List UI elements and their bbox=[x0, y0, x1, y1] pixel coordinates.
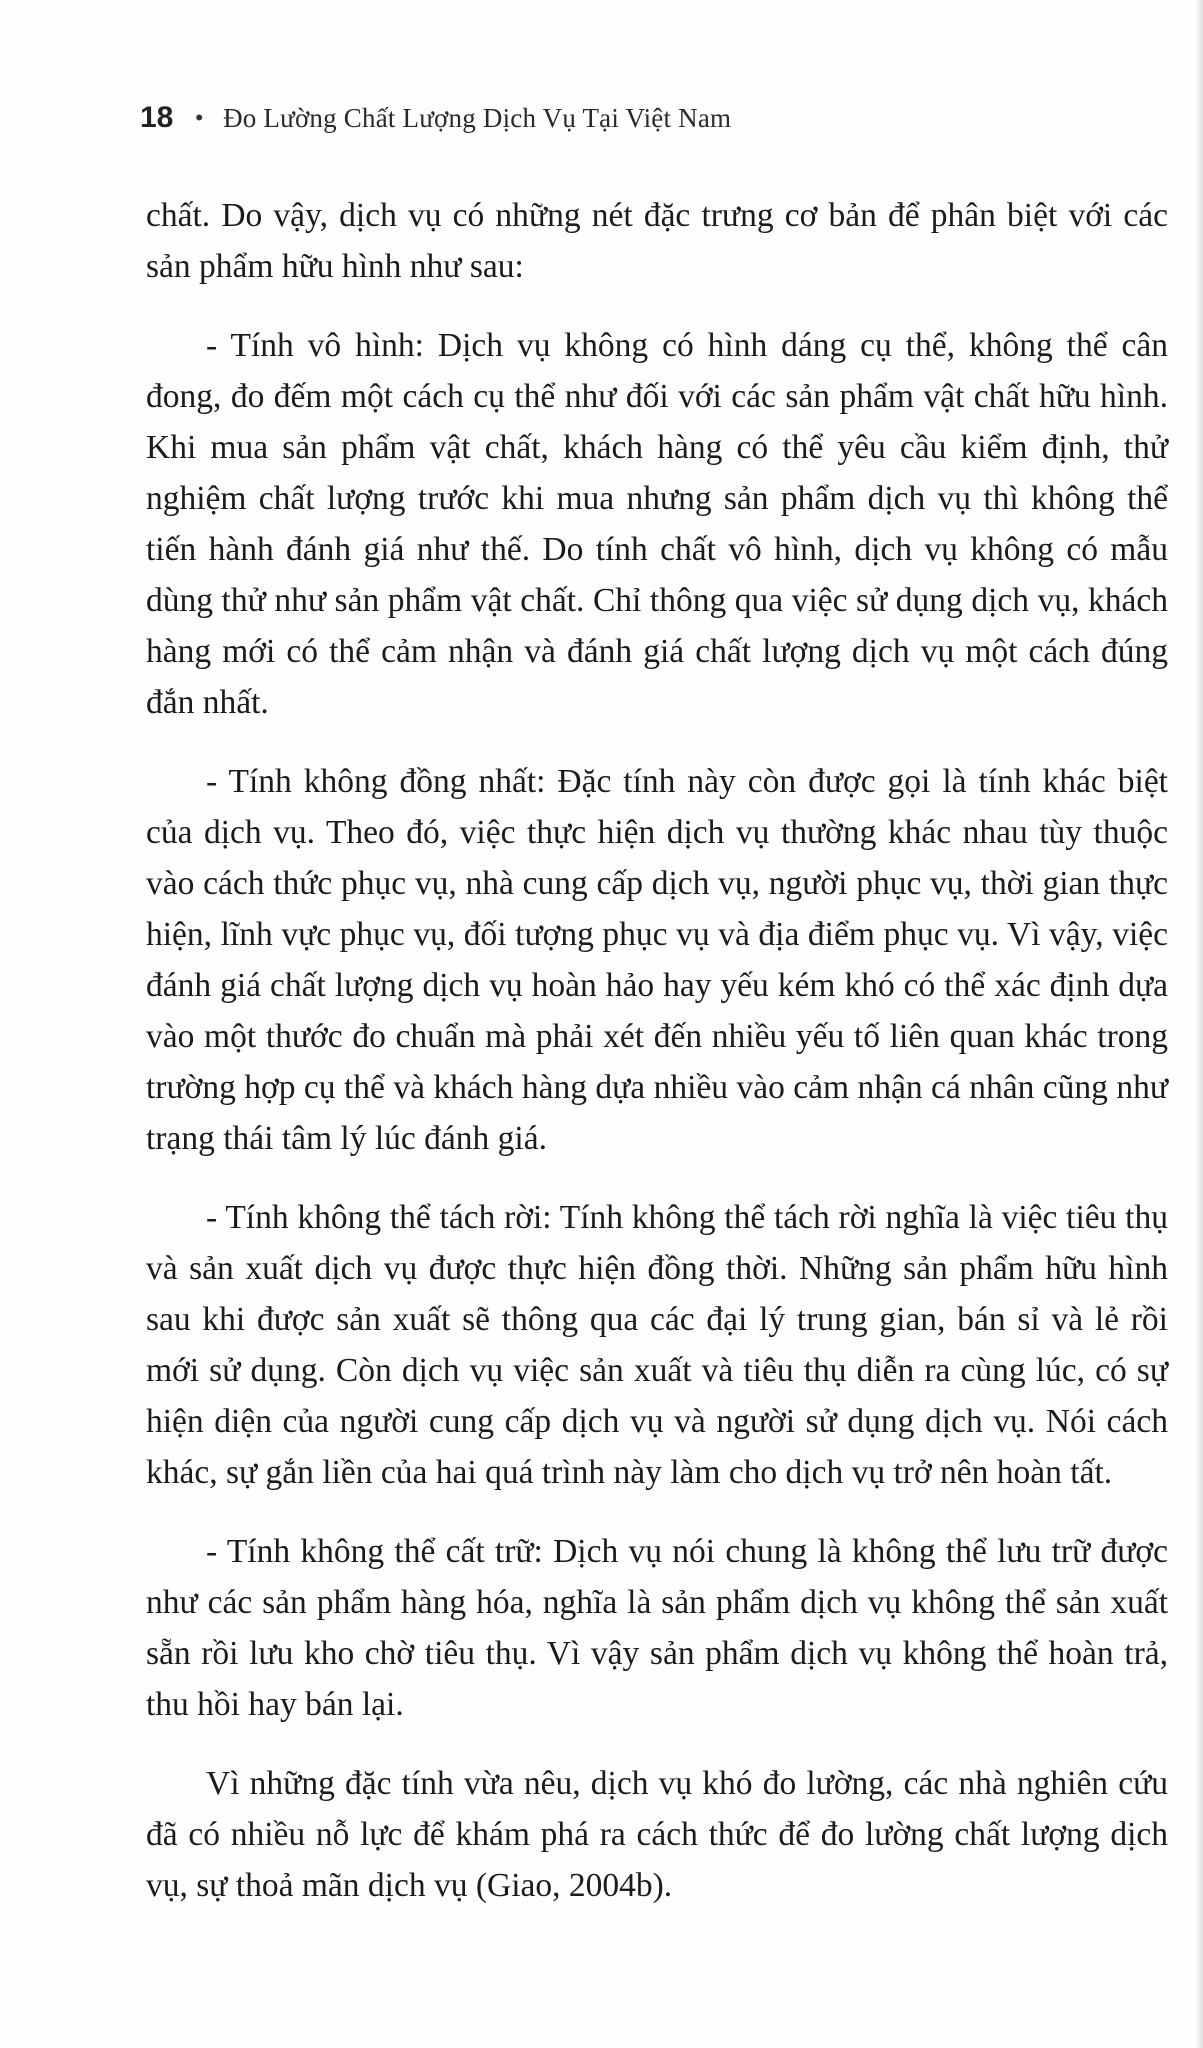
book-title: Đo Lường Chất Lượng Dịch Vụ Tại Việt Nam bbox=[223, 102, 732, 133]
header-bullet: • bbox=[195, 105, 204, 130]
body-text bbox=[146, 190, 1168, 1939]
page-number: 18 bbox=[140, 101, 174, 134]
paragraph-conclusion: Vì những đặc tính vừa nêu, dịch vụ khó đo lường, các nhà nghiên cứu đã có nhiều nỗ lực để khám phá ra cách thức để đo lường chất lượng dịch vụ, sự thoả mãn dịch vụ (Giao, 2004b). bbox=[146, 1765, 1168, 1904]
paragraph-continuation: chất. Do vậy, dịch vụ có những nét đặc trưng cơ bản để phân biệt với các sản phẩm hữu hình như sau: bbox=[146, 197, 1168, 285]
paragraph-heterogeneity: - Tính không đồng nhất: Đặc tính này còn được gọi là tính khác biệt của dịch vụ. Theo đó, việc thực hiện dịch vụ thường khác nhau tùy thuộc vào cách thức phục vụ, nhà cung cấp dịch vụ, người phục vụ, thời gian thực hiện, lĩnh vực phục vụ, đối tượng phục vụ và địa điểm phục vụ. Vì vậy, việc đánh giá chất lượng dịch vụ hoàn hảo hay yếu kém khó có thể xác định dựa vào một thước đo chuẩn mà phải xét đến nhiều yếu tố liên quan khác trong trường hợp cụ thể và khách hàng dựa nhiều vào cảm nhận cá nhân cũng như trạng thái tâm lý lúc đánh giá. bbox=[146, 763, 1168, 1157]
page-edge-shadow bbox=[1195, 0, 1203, 2048]
paragraph-intangibility: - Tính vô hình: Dịch vụ không có hình dáng cụ thể, không thể cân đong, đo đếm một cách cụ thể như đối với các sản phẩm vật chất hữu hình. Khi mua sản phẩm vật chất, khách hàng có thể yêu cầu kiểm định, thử nghiệm chất lượng trước khi mua nhưng sản phẩm dịch vụ thì không thể tiến hành đánh giá như thế. Do tính chất vô hình, dịch vụ không có mẫu dùng thử như sản phẩm vật chất. Chỉ thông qua việc sử dụng dịch vụ, khách hàng mới có thể cảm nhận và đánh giá chất lượng dịch vụ một cách đúng đắn nhất. bbox=[146, 327, 1168, 721]
paragraph-perishability: - Tính không thể cất trữ: Dịch vụ nói chung là không thể lưu trữ được như các sản phẩm hàng hóa, nghĩa là sản phẩm dịch vụ không thể sản xuất sẵn rồi lưu kho chờ tiêu thụ. Vì vậy sản phẩm dịch vụ không thể hoàn trả, thu hồi hay bán lại. bbox=[146, 1533, 1168, 1723]
running-header bbox=[140, 96, 731, 140]
paragraph-inseparability: - Tính không thể tách rời: Tính không thể tách rời nghĩa là việc tiêu thụ và sản xuất dịch vụ được thực hiện đồng thời. Những sản phẩm hữu hình sau khi được sản xuất sẽ thông qua các đại lý trung gian, bán sỉ và lẻ rồi mới sử dụng. Còn dịch vụ việc sản xuất và tiêu thụ diễn ra cùng lúc, có sự hiện diện của người cung cấp dịch vụ và người sử dụng dịch vụ. Nói cách khác, sự gắn liền của hai quá trình này làm cho dịch vụ trở nên hoàn tất. bbox=[146, 1199, 1168, 1491]
